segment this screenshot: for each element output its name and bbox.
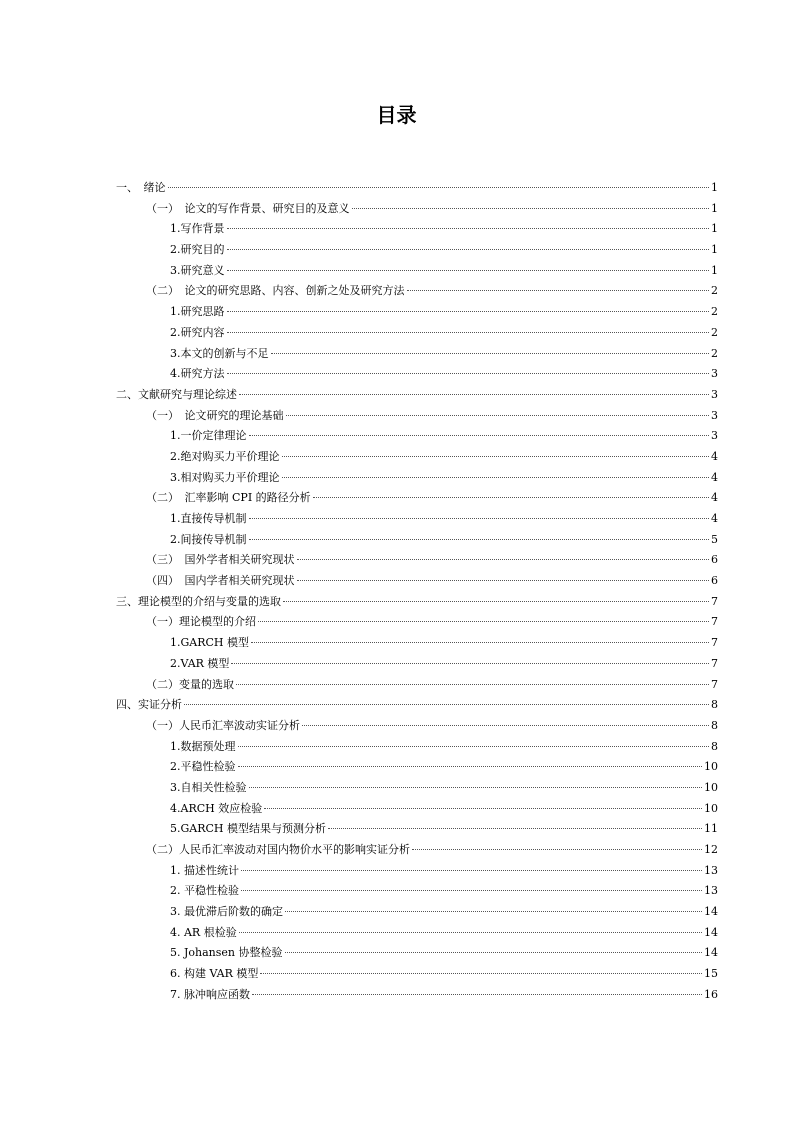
- toc-entry-label: （一）人民币汇率波动实证分析: [146, 718, 300, 732]
- toc-entry[interactable]: [116, 675, 718, 696]
- dot-leader: [282, 455, 710, 457]
- toc-entry-page-number: 3: [711, 387, 718, 401]
- toc-entry-page-number: 12: [704, 843, 718, 856]
- dot-leader: [328, 827, 702, 829]
- toc-entry[interactable]: [116, 757, 718, 778]
- toc-entry-page-number: 10: [704, 760, 718, 774]
- dot-leader: [241, 889, 702, 891]
- toc-entry[interactable]: [116, 943, 718, 964]
- toc-entry-label: 1.数据预处理: [170, 739, 236, 753]
- toc-entry-label: 一、 绪论: [116, 181, 166, 194]
- dot-leader: [239, 931, 702, 933]
- dot-leader: [407, 289, 710, 291]
- dot-leader: [227, 269, 710, 271]
- toc-entry-label: 1.直接传导机制: [170, 512, 247, 525]
- dot-leader: [412, 848, 702, 850]
- toc-entry[interactable]: [116, 364, 718, 385]
- dot-leader: [264, 807, 702, 809]
- dot-leader: [352, 207, 710, 209]
- toc-entry[interactable]: [116, 964, 718, 985]
- dot-leader: [251, 641, 709, 643]
- toc-entry-label: 7. 脉冲响应函数: [170, 987, 250, 1001]
- toc-entry-page-number: 4: [711, 470, 718, 484]
- toc-entry-label: 2.平稳性检验: [170, 760, 236, 774]
- toc-entry[interactable]: [116, 219, 718, 240]
- toc-entry-page-number: 10: [704, 801, 718, 815]
- toc-entry-label: 2.研究内容: [170, 325, 225, 339]
- toc-entry[interactable]: [116, 385, 718, 406]
- toc-entry[interactable]: [116, 840, 718, 861]
- toc-entry-page-number: 14: [704, 905, 718, 919]
- dot-leader: [238, 765, 703, 767]
- toc-entry-page-number: 7: [711, 656, 718, 670]
- toc-entry-page-number: 6: [711, 574, 718, 588]
- toc-entry-label: 3.自相关性检验: [170, 780, 247, 794]
- dot-leader: [252, 993, 702, 995]
- toc-entry[interactable]: [116, 406, 718, 427]
- toc-entry[interactable]: [116, 799, 718, 820]
- dot-leader: [302, 724, 709, 726]
- dot-leader: [282, 476, 710, 478]
- toc-entry-page-number: 5: [711, 532, 718, 546]
- dot-leader: [227, 372, 710, 374]
- toc-entry-page-number: 7: [711, 615, 718, 629]
- toc-entry-page-number: 8: [711, 739, 718, 753]
- toc-entry-page-number: 15: [704, 967, 718, 981]
- toc-entry[interactable]: [116, 447, 718, 468]
- dot-leader: [227, 310, 710, 312]
- toc-entry[interactable]: [116, 985, 718, 1006]
- dot-leader: [258, 620, 709, 622]
- toc-entry[interactable]: [116, 530, 718, 551]
- toc-entry[interactable]: [116, 281, 718, 302]
- toc-entry-page-number: 14: [704, 925, 718, 939]
- toc-entry-label: 1.写作背景: [170, 222, 225, 236]
- toc-entry-page-number: 2: [711, 325, 718, 339]
- dot-leader: [260, 972, 702, 974]
- toc-entry-page-number: 2: [711, 346, 718, 360]
- dot-leader: [236, 683, 709, 685]
- toc-entry[interactable]: [116, 778, 718, 799]
- toc-entry-label: （二）人民币汇率波动对国内物价水平的影响实证分析: [146, 843, 410, 856]
- toc-entry-label: 3.相对购买力平价理论: [170, 470, 280, 484]
- toc-entry[interactable]: [116, 509, 718, 530]
- toc-entry-page-number: 2: [711, 284, 718, 298]
- toc-entry[interactable]: [116, 488, 718, 509]
- toc-entry-page-number: 13: [704, 884, 718, 898]
- toc-entry-page-number: 11: [704, 822, 718, 836]
- toc-entry-page-number: 8: [711, 698, 718, 712]
- toc-entry-label: （一） 论文研究的理论基础: [146, 408, 284, 422]
- dot-leader: [227, 227, 710, 229]
- toc-entry[interactable]: [116, 344, 718, 365]
- toc-entry[interactable]: [116, 240, 718, 261]
- toc-entry-page-number: 2: [711, 305, 718, 319]
- toc-entry-page-number: 1: [711, 263, 718, 277]
- toc-entry-label: （一） 论文的写作背景、研究目的及意义: [146, 201, 350, 215]
- toc-entry-label: 2. 平稳性检验: [170, 884, 239, 898]
- dot-leader: [249, 786, 703, 788]
- toc-entry-page-number: 3: [711, 367, 718, 381]
- toc-entry-label: 2.VAR 模型: [170, 656, 230, 670]
- dot-leader: [249, 517, 710, 519]
- toc-entry-label: 1.GARCH 模型: [170, 636, 250, 650]
- toc-entry[interactable]: [116, 426, 718, 447]
- toc-entry[interactable]: [116, 178, 718, 199]
- toc-entry-label: 5.GARCH 模型结果与预测分析: [170, 822, 327, 836]
- toc-entry-label: 3.本文的创新与不足: [170, 346, 269, 360]
- dot-leader: [297, 579, 710, 581]
- toc-entry-page-number: 16: [704, 987, 718, 1001]
- toc-entry[interactable]: [116, 861, 718, 882]
- toc-entry-page-number: 7: [711, 594, 718, 608]
- toc-entry-label: 2.研究目的: [170, 243, 225, 257]
- toc-entry-page-number: 1: [711, 181, 718, 194]
- toc-entry-page-number: 3: [711, 429, 718, 443]
- dot-leader: [168, 186, 710, 188]
- toc-entry-page-number: 8: [711, 718, 718, 732]
- toc-entry-page-number: 7: [711, 677, 718, 691]
- toc-entry-label: 四、实证分析: [116, 698, 182, 712]
- toc-entry-label: 3.研究意义: [170, 263, 225, 277]
- toc-entry-label: 3. 最优滞后阶数的确定: [170, 905, 283, 919]
- toc-entry-page-number: 4: [711, 491, 718, 505]
- dot-leader: [286, 414, 710, 416]
- toc-entry[interactable]: [116, 902, 718, 923]
- toc-entry-page-number: 7: [711, 636, 718, 650]
- toc-entry[interactable]: [116, 592, 718, 613]
- dot-leader: [184, 703, 709, 705]
- toc-entry[interactable]: [116, 737, 718, 758]
- toc-entry-label: （四） 国内学者相关研究现状: [146, 574, 295, 588]
- toc-entry-page-number: 4: [711, 512, 718, 525]
- toc-entry-label: （一）理论模型的介绍: [146, 615, 256, 629]
- toc-entry-label: 2.间接传导机制: [170, 532, 247, 546]
- toc-entry-label: 2.绝对购买力平价理论: [170, 449, 280, 463]
- toc-entry-page-number: 14: [704, 946, 718, 960]
- toc-entry-label: 三、理论模型的介绍与变量的选取: [116, 594, 281, 608]
- toc-entry[interactable]: [116, 571, 718, 592]
- toc-entry[interactable]: [116, 654, 718, 675]
- toc-entry-label: （二） 汇率影响 CPI 的路径分析: [146, 491, 311, 505]
- toc-entry[interactable]: [116, 199, 718, 220]
- toc-entry-label: 4. AR 根检验: [170, 925, 237, 939]
- toc-entry[interactable]: [116, 550, 718, 571]
- toc-entry-label: （二）变量的选取: [146, 677, 234, 691]
- toc-entry-page-number: 6: [711, 553, 718, 567]
- dot-leader: [249, 538, 710, 540]
- dot-leader: [227, 331, 710, 333]
- dot-leader: [238, 745, 710, 747]
- toc-entry-label: 1.一价定律理论: [170, 429, 247, 443]
- toc-entry-label: 1. 描述性统计: [170, 863, 239, 877]
- dot-leader: [239, 393, 709, 395]
- dot-leader: [231, 662, 709, 664]
- toc-entry-label: （二） 论文的研究思路、内容、创新之处及研究方法: [146, 284, 405, 298]
- toc-entry-page-number: 13: [704, 863, 718, 877]
- toc-entry[interactable]: [116, 881, 718, 902]
- toc-entry-page-number: 4: [711, 449, 718, 463]
- toc-entry[interactable]: [116, 819, 718, 840]
- toc-entry[interactable]: [116, 468, 718, 489]
- dot-leader: [249, 434, 710, 436]
- toc-entry-label: 6. 构建 VAR 模型: [170, 967, 259, 981]
- toc-entry-label: 1.研究思路: [170, 305, 225, 319]
- dot-leader: [297, 558, 710, 560]
- dot-leader: [227, 248, 710, 250]
- toc-entry[interactable]: [116, 323, 718, 344]
- toc-entry[interactable]: [116, 261, 718, 282]
- toc-entry[interactable]: [116, 695, 718, 716]
- toc-entry-label: 5. Johansen 协整检验: [170, 946, 283, 960]
- toc-entry-label: 二、文献研究与理论综述: [116, 387, 237, 401]
- toc-entry-page-number: 1: [711, 201, 718, 215]
- dot-leader: [285, 910, 702, 912]
- dot-leader: [271, 352, 710, 354]
- toc-entry-page-number: 1: [711, 222, 718, 236]
- dot-leader: [285, 951, 703, 953]
- toc-entry-page-number: 10: [704, 780, 718, 794]
- dot-leader: [313, 496, 709, 498]
- toc-entry[interactable]: [116, 716, 718, 737]
- toc-entry[interactable]: [116, 612, 718, 633]
- toc-entry-label: 4.ARCH 效应检验: [170, 801, 263, 815]
- toc-entry-page-number: 1: [711, 243, 718, 257]
- toc-entry[interactable]: [116, 633, 718, 654]
- toc-entry-label: 4.研究方法: [170, 367, 225, 381]
- toc-entry-label: （三） 国外学者相关研究现状: [146, 553, 295, 567]
- toc-entry[interactable]: [116, 302, 718, 323]
- page-title: 目录: [376, 103, 417, 127]
- table-of-contents: [116, 178, 718, 1006]
- dot-leader: [283, 600, 709, 602]
- toc-entry[interactable]: [116, 923, 718, 944]
- toc-entry-page-number: 3: [711, 408, 718, 422]
- dot-leader: [241, 869, 702, 871]
